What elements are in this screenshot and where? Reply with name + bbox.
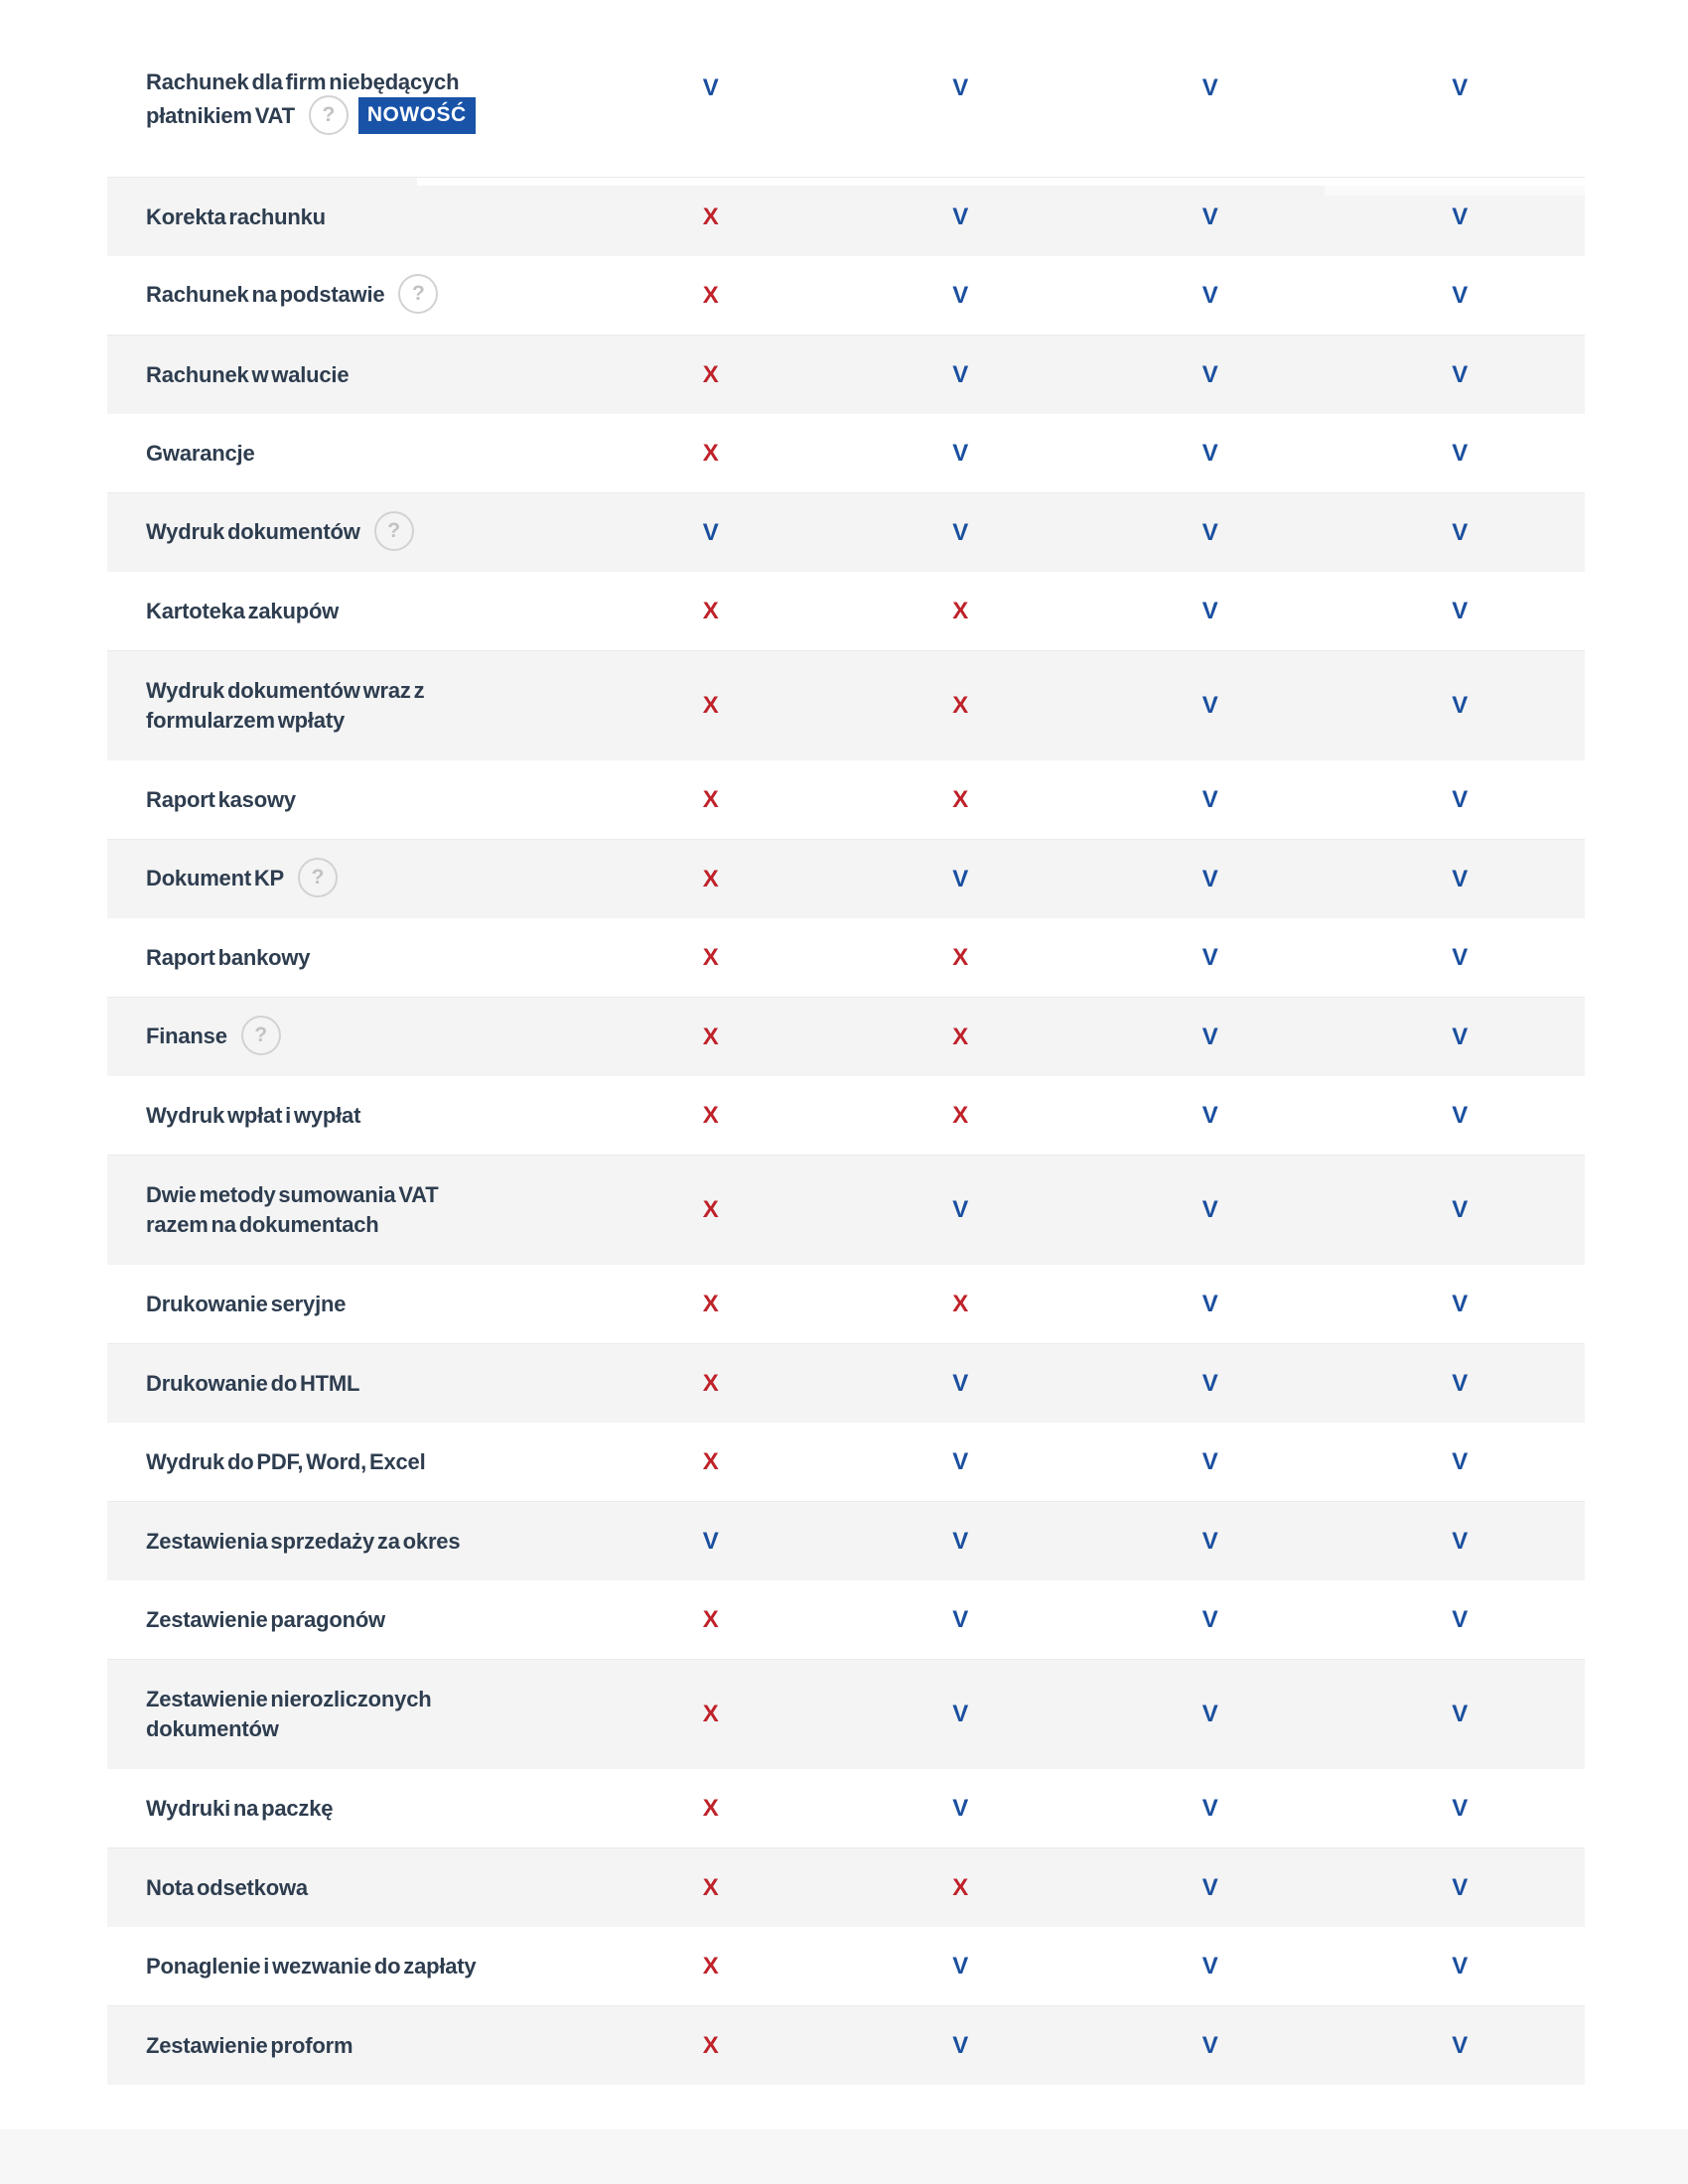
- feature-check-mark: V: [952, 2031, 969, 2059]
- feature-cross-mark: X: [702, 1794, 719, 1822]
- feature-label-cell: [107, 676, 586, 736]
- feature-label: [146, 1527, 563, 1557]
- help-icon[interactable]: ?: [374, 511, 414, 551]
- feature-label-cell: [107, 1952, 586, 1981]
- table-row: [107, 918, 1585, 997]
- feature-check-mark: V: [952, 1527, 969, 1555]
- feature-cross-mark: X: [702, 692, 719, 719]
- feature-check-mark: V: [1201, 1605, 1218, 1633]
- feature-cross-mark: X: [952, 597, 969, 624]
- feature-check-mark: V: [1452, 360, 1469, 388]
- table-row: [107, 335, 1585, 414]
- feature-check-mark: V: [1452, 1101, 1469, 1129]
- feature-label-line: Rachunek dla firm niebędących: [146, 69, 460, 94]
- table-row: [107, 1343, 1585, 1423]
- feature-label-line: Wydruk dokumentów wraz z: [146, 678, 425, 703]
- feature-label: [146, 203, 563, 232]
- table-row: [107, 997, 1585, 1076]
- feature-cross-mark: X: [702, 439, 719, 467]
- footer-bar: [0, 2129, 1688, 2184]
- feature-cross-mark: X: [702, 1196, 719, 1223]
- feature-label-line: Kartoteka zakupów: [146, 598, 340, 623]
- feature-label-line: Dwie metody sumowania VAT: [146, 1182, 439, 1207]
- feature-cross-mark: X: [702, 865, 719, 892]
- feature-label: [146, 1447, 563, 1477]
- feature-check-mark: V: [952, 1196, 969, 1223]
- feature-check-mark: V: [1201, 865, 1218, 892]
- feature-check-mark: V: [1201, 692, 1218, 719]
- feature-cross-mark: X: [952, 1101, 969, 1129]
- feature-check-mark: V: [1201, 1196, 1218, 1223]
- feature-label-cell: [107, 597, 586, 626]
- feature-check-mark: V: [1452, 1873, 1469, 1901]
- feature-label: [146, 276, 563, 316]
- feature-check-mark: V: [1452, 281, 1469, 309]
- feature-check-mark: V: [952, 1447, 969, 1475]
- feature-check-mark: V: [1201, 203, 1218, 230]
- feature-label-cell: [107, 203, 586, 232]
- table-row: [107, 1927, 1585, 2005]
- feature-cross-mark: X: [702, 203, 719, 230]
- feature-check-mark: V: [952, 74, 969, 101]
- table-row: [107, 2005, 1585, 2085]
- feature-label-cell: [107, 360, 586, 390]
- feature-cross-mark: X: [952, 692, 969, 719]
- feature-label: [146, 1605, 563, 1635]
- feature-cross-mark: X: [702, 597, 719, 624]
- feature-check-mark: V: [1452, 785, 1469, 813]
- feature-check-mark: V: [1201, 1369, 1218, 1397]
- feature-cross-mark: X: [702, 1873, 719, 1901]
- feature-check-mark: V: [1452, 1952, 1469, 1979]
- feature-label-cell: [107, 1794, 586, 1824]
- feature-label: [146, 1101, 563, 1131]
- feature-cross-mark: X: [702, 2031, 719, 2059]
- comparison-table: [107, 0, 1585, 2085]
- feature-cross-mark: X: [952, 943, 969, 971]
- feature-label-cell: [107, 1447, 586, 1477]
- feature-label-line: Drukowanie seryjne: [146, 1291, 347, 1316]
- nowosc-badge: NOWOŚĆ: [358, 97, 476, 134]
- feature-check-mark: V: [1452, 439, 1469, 467]
- feature-label-cell: [107, 2031, 586, 2061]
- feature-cross-mark: X: [702, 1605, 719, 1633]
- table-row: [107, 1265, 1585, 1343]
- table-row: [107, 572, 1585, 650]
- feature-label: [146, 1180, 563, 1240]
- table-row: [107, 1659, 1585, 1769]
- feature-check-mark: V: [952, 1794, 969, 1822]
- feature-check-mark: V: [952, 360, 969, 388]
- feature-check-mark: V: [1201, 1873, 1218, 1901]
- feature-check-mark: V: [952, 518, 969, 546]
- feature-check-mark: V: [1452, 865, 1469, 892]
- table-row: [107, 414, 1585, 492]
- feature-cross-mark: X: [702, 943, 719, 971]
- feature-label: [146, 1952, 563, 1981]
- feature-check-mark: V: [1201, 1701, 1218, 1727]
- feature-label: [146, 68, 563, 137]
- help-icon[interactable]: ?: [398, 274, 438, 314]
- feature-check-mark: V: [1201, 2031, 1218, 2059]
- feature-label-line: Nota odsetkowa: [146, 1874, 308, 1900]
- feature-label-cell: [107, 1685, 586, 1744]
- feature-cross-mark: X: [952, 1290, 969, 1317]
- feature-label-cell: [107, 1018, 586, 1057]
- feature-check-mark: V: [1452, 1196, 1469, 1223]
- feature-label-cell: [107, 513, 586, 553]
- feature-check-mark: V: [952, 203, 969, 230]
- feature-label-line: Zestawienia sprzedaży za okres: [146, 1528, 461, 1554]
- feature-cross-mark: X: [952, 1873, 969, 1901]
- feature-label-line: Finanse: [146, 1023, 227, 1048]
- feature-check-mark: V: [1201, 360, 1218, 388]
- feature-label-line: Rachunek w walucie: [146, 361, 350, 387]
- feature-cross-mark: X: [702, 1701, 719, 1727]
- feature-check-mark: V: [1452, 1290, 1469, 1317]
- feature-label-line: Rachunek na podstawie: [146, 281, 385, 307]
- help-icon[interactable]: ?: [241, 1016, 281, 1055]
- feature-label: [146, 513, 563, 553]
- feature-cross-mark: X: [702, 785, 719, 813]
- table-row: [107, 1501, 1585, 1580]
- feature-label: [146, 1685, 563, 1744]
- feature-label-line: Drukowanie do HTML: [146, 1370, 360, 1396]
- feature-check-mark: V: [952, 439, 969, 467]
- feature-check-mark: V: [1201, 785, 1218, 813]
- table-row: [107, 1769, 1585, 1847]
- feature-check-mark: V: [1452, 1023, 1469, 1050]
- feature-label-line: Wydruki na paczkę: [146, 1795, 334, 1821]
- feature-cross-mark: X: [952, 785, 969, 813]
- help-icon[interactable]: ?: [309, 95, 349, 135]
- feature-cross-mark: X: [702, 281, 719, 309]
- feature-label-cell: [107, 1290, 586, 1319]
- feature-check-mark: V: [702, 74, 719, 101]
- feature-label-cell: [107, 439, 586, 469]
- feature-check-mark: V: [702, 518, 719, 546]
- feature-check-mark: V: [1452, 1369, 1469, 1397]
- feature-check-mark: V: [1452, 1794, 1469, 1822]
- feature-check-mark: V: [1201, 1023, 1218, 1050]
- feature-label: [146, 360, 563, 390]
- feature-cross-mark: X: [702, 1369, 719, 1397]
- feature-label-cell: [107, 943, 586, 973]
- feature-check-mark: V: [1201, 597, 1218, 624]
- feature-label: [146, 785, 563, 815]
- table-row: [107, 1423, 1585, 1501]
- feature-label-line: Ponaglenie i wezwanie do zapłaty: [146, 1953, 477, 1979]
- feature-check-mark: V: [952, 1369, 969, 1397]
- feature-label-line: Zestawienie nierozliczonych: [146, 1687, 432, 1711]
- feature-label: [146, 676, 563, 736]
- feature-label-line: płatnikiem VAT: [146, 102, 295, 128]
- feature-cross-mark: X: [702, 1101, 719, 1129]
- feature-label-cell: [107, 1180, 586, 1240]
- feature-label: [146, 597, 563, 626]
- feature-label: [146, 943, 563, 973]
- feature-check-mark: V: [1201, 943, 1218, 971]
- feature-check-mark: V: [702, 1527, 719, 1555]
- feature-check-mark: V: [1452, 1701, 1469, 1727]
- table-row: [107, 1076, 1585, 1155]
- feature-label-line: dokumentów: [146, 1716, 279, 1741]
- feature-cross-mark: X: [702, 1290, 719, 1317]
- feature-label: [146, 439, 563, 469]
- feature-check-mark: V: [1201, 1527, 1218, 1555]
- feature-label-line: Dokument KP: [146, 865, 285, 890]
- table-row: [107, 839, 1585, 918]
- table-row: [107, 760, 1585, 839]
- table-row: [107, 177, 1585, 256]
- feature-check-mark: V: [1452, 518, 1469, 546]
- feature-check-mark: V: [1452, 692, 1469, 719]
- feature-label-cell: [107, 785, 586, 815]
- feature-check-mark: V: [1452, 943, 1469, 971]
- feature-label-line: Korekta rachunku: [146, 204, 326, 229]
- feature-label: [146, 1018, 563, 1057]
- feature-label-line: formularzem wpłaty: [146, 708, 346, 733]
- table-row: [107, 650, 1585, 760]
- feature-cross-mark: X: [702, 360, 719, 388]
- feature-label-line: Wydruk do PDF, Word, Excel: [146, 1448, 426, 1474]
- feature-check-mark: V: [1452, 1605, 1469, 1633]
- feature-cross-mark: X: [952, 1023, 969, 1050]
- feature-label-cell: [107, 54, 586, 128]
- feature-check-mark: V: [1201, 1290, 1218, 1317]
- feature-label-line: Gwarancje: [146, 440, 255, 466]
- help-icon[interactable]: ?: [298, 858, 338, 897]
- feature-label-line: Raport bankowy: [146, 944, 311, 970]
- feature-check-mark: V: [952, 281, 969, 309]
- feature-check-mark: V: [1452, 74, 1469, 101]
- feature-label-cell: [107, 1101, 586, 1131]
- feature-cross-mark: X: [702, 1023, 719, 1050]
- feature-label: [146, 1290, 563, 1319]
- feature-label-line: razem na dokumentach: [146, 1212, 379, 1237]
- feature-check-mark: V: [952, 865, 969, 892]
- table-row: [107, 492, 1585, 572]
- feature-check-mark: V: [1201, 1447, 1218, 1475]
- feature-label-cell: [107, 1527, 586, 1557]
- feature-check-mark: V: [1201, 74, 1218, 101]
- feature-check-mark: V: [1201, 1794, 1218, 1822]
- feature-label: [146, 860, 563, 899]
- feature-label-cell: [107, 1605, 586, 1635]
- feature-label: [146, 1873, 563, 1903]
- feature-cross-mark: X: [702, 1952, 719, 1979]
- feature-cross-mark: X: [702, 1447, 719, 1475]
- table-row: [107, 1847, 1585, 1927]
- feature-check-mark: V: [1452, 1447, 1469, 1475]
- feature-label-line: Zestawienie paragonów: [146, 1606, 385, 1632]
- feature-check-mark: V: [952, 1605, 969, 1633]
- feature-check-mark: V: [952, 1701, 969, 1727]
- feature-check-mark: V: [1452, 203, 1469, 230]
- feature-label: [146, 1794, 563, 1824]
- table-row: [107, 1580, 1585, 1659]
- feature-label: [146, 2031, 563, 2061]
- table-row: [107, 0, 1585, 177]
- feature-label-cell: [107, 1873, 586, 1903]
- feature-label-cell: [107, 276, 586, 316]
- feature-check-mark: V: [1201, 1952, 1218, 1979]
- feature-label-cell: [107, 860, 586, 899]
- feature-label-line: Zestawienie proform: [146, 2032, 353, 2058]
- feature-check-mark: V: [1201, 1101, 1218, 1129]
- table-row: [107, 256, 1585, 335]
- feature-label-line: Wydruk wpłat i wypłat: [146, 1102, 361, 1128]
- feature-label-line: Raport kasowy: [146, 786, 296, 812]
- feature-check-mark: V: [1452, 597, 1469, 624]
- table-row: [107, 1155, 1585, 1265]
- feature-label: [146, 1369, 563, 1399]
- feature-check-mark: V: [1452, 2031, 1469, 2059]
- feature-label-cell: [107, 1369, 586, 1399]
- feature-check-mark: V: [1201, 518, 1218, 546]
- feature-check-mark: V: [952, 1952, 969, 1979]
- feature-check-mark: V: [1201, 439, 1218, 467]
- feature-check-mark: V: [1201, 281, 1218, 309]
- feature-check-mark: V: [1452, 1527, 1469, 1555]
- feature-label-line: Wydruk dokumentów: [146, 518, 360, 544]
